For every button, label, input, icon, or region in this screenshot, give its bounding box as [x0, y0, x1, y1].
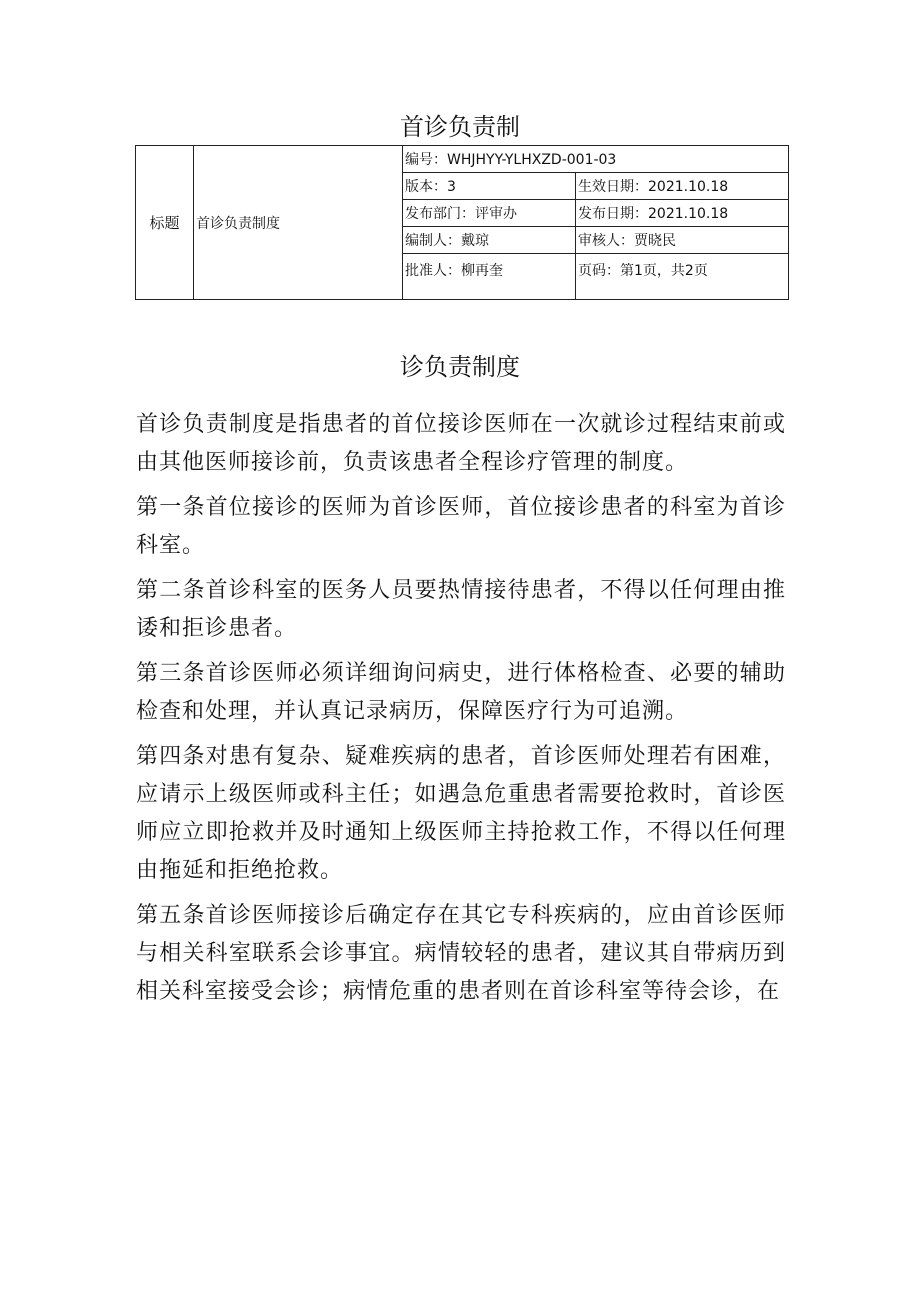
document-title: 首诊负责制 [400, 113, 520, 141]
meta-department: 发布部门：评审办 [403, 200, 576, 227]
meta-title-value: 首诊负责制度 [194, 146, 403, 300]
paragraph: 第四条对患有复杂、疑难疾病的患者，首诊医师处理若有困难，应请示上级医师或科主任；如遇急危重患者需要抢救时，首诊医师应立即抢救并及时通知上级医师主持抢救工作，不得以任何理由拖延和拒绝抢救。 [136, 744, 786, 883]
meta-page: 页码：第1页，共2页 [576, 254, 789, 300]
meta-version: 版本：3 [403, 173, 576, 200]
document-body [136, 406, 786, 1018]
meta-code: 编号：WHJHYY-YLHXZD-001-03 [403, 146, 789, 173]
meta-release-date: 发布日期：2021.10.18 [576, 200, 789, 227]
meta-label-cell: 标题 [136, 146, 194, 300]
paragraph: 第五条首诊医师接诊后确定存在其它专科疾病的，应由首诊医师与相关科室联系会诊事宜。病情较轻的患者，建议其自带病历到相关科室接受会诊；病情危重的患者则在首诊科室等待会诊，在 [136, 903, 786, 1004]
paragraph: 第一条首位接诊的医师为首诊医师，首位接诊患者的科室为首诊科室。 [136, 495, 786, 558]
paragraph: 首诊负责制度是指患者的首位接诊医师在一次就诊过程结束前或由其他医师接诊前，负责该患者全程诊疗管理的制度。 [136, 412, 786, 475]
document-meta-table [135, 145, 789, 300]
paragraph: 第二条首诊科室的医务人员要热情接待患者，不得以任何理由推诿和拒诊患者。 [136, 578, 786, 641]
section-heading: 诊负责制度 [400, 353, 520, 381]
meta-effective-date: 生效日期：2021.10.18 [576, 173, 789, 200]
meta-author: 编制人：戴琼 [403, 227, 576, 254]
paragraph: 第三条首诊医师必须详细询问病史，进行体格检查、必要的辅助检查和处理，并认真记录病历，保障医疗行为可追溯。 [136, 661, 786, 724]
meta-reviewer: 审核人：贾晓民 [576, 227, 789, 254]
meta-approver: 批准人：柳再奎 [403, 254, 576, 300]
